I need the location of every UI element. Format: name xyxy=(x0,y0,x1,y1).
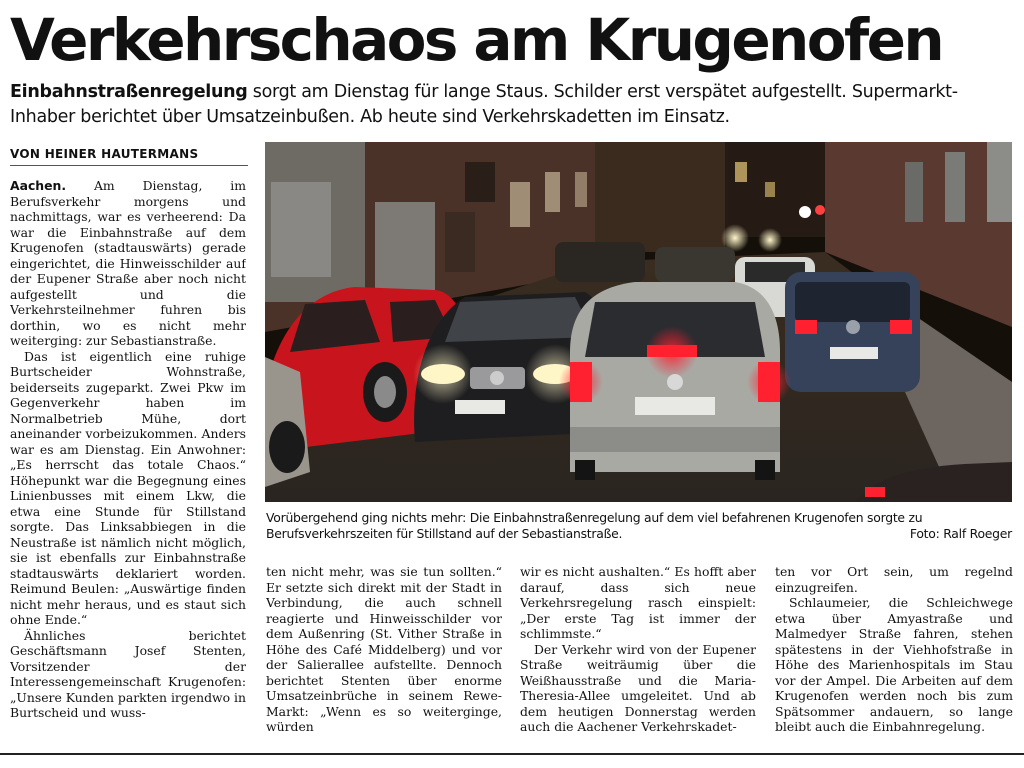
article-column-3-text-b: Der Verkehr wird von der Eupener Straße weiträumig über die Weißhausstraße und die Maria-Theresia-Allee umgeleitet. Und ab dem heutigen Donnerstag werden auch die Aachener Verkehrskadet- xyxy=(520,641,756,734)
article-column-3 xyxy=(520,564,756,748)
byline: VON HEINER HAUTERMANS xyxy=(10,146,248,166)
photo-illustration xyxy=(265,142,1012,502)
article-column-4-text-b: Schlaumeier, die Schleichwege etwa über Amyastraße und Malmedyer Straße fahren, stehen spätestens in der Viehhofstraße in Höhe des Marienhospitals im Stau vor der Ampel. Die Arbeiten auf dem Krugenofen werden noch bis zum Spätsommer andauern, so lange bleibt auch die Einbahnregelung. xyxy=(775,595,1013,734)
photo-credit: Foto: Ralf Roeger xyxy=(909,526,1012,541)
headline: Verkehrschaos am Krugenofen xyxy=(10,6,943,74)
article-paragraph-3: Ähnliches berichtet Geschäftsmann Josef Stenten, Vorsitzender der Interessengemeinschaft Krugenofen: „Unsere Kunden parkten irgendwo in Burtscheid und wuss- xyxy=(10,627,246,720)
subheadline-bold: Einbahnstraßenregelung xyxy=(10,82,248,102)
news-photo-traffic-jam xyxy=(265,142,1012,502)
article-paragraph-2: Das ist eigentlich eine ruhige Burtscheider Wohnstraße, beiderseits zugeparkt. Zwei Pkw im Gegenverkehr haben im Normalbetrieb Mühe, dort aneinander vorbeizukommen. Anders war es am Dienstag. Ein Anwohner: „Es herrscht das totale Chaos.“ Höhepunkt war die Begegnung eines Linienbusses mit einem Lkw, die etwa eine Stunde für Stillstand sorgte. Das Linksabbiegen in die Neustraße ist nämlich nicht möglich, sie ist ebenfalls zur Einbahnstraße stadtauswärts deklariert worden. Reimund Beulen: „Auswärtige finden nicht mehr heraus, und es staut sich ohne Ende.“ xyxy=(10,348,246,627)
bottom-rule xyxy=(0,753,1024,755)
article-column-4-text-a: ten vor Ort sein, um regelnd einzugreifen. xyxy=(775,564,1013,595)
article-column-1 xyxy=(10,178,246,748)
article-paragraph-1-text: Am Dienstag, im Berufsverkehr morgens und nachmittags, war es verheerend: Da war die Einbahnstraße auf dem Krugenofen (stadtauswärts) gerade eingerichtet, die Hinweisschilder auf der Eupener Straße aber noch nicht aufgestellt und die Verkehrsteilnehmer fuhren bis dorthin, wo es nicht mehr weiterging: zur Sebastianstraße. xyxy=(10,178,246,348)
subheadline-text: sorgt am Dienstag für lange Staus. Schilder erst verspätet aufgestellt. Supermarkt-Inhaber berichtet über Umsatzeinbußen. Ab heute sind Verkehrskadetten im Einsatz. xyxy=(10,82,958,127)
article-column-4 xyxy=(775,564,1013,748)
subheadline xyxy=(10,80,1010,130)
article-column-2 xyxy=(266,564,502,748)
caption-text: Vorübergehend ging nichts mehr: Die Einbahnstraßenregelung auf dem viel befahrenen Krugenofen sorgte zu Berufsverkehrszeiten für Stillstand auf der Sebastianstraße. xyxy=(266,510,923,541)
dateline-city: Aachen. xyxy=(10,178,67,193)
article-column-2-text: ten nicht mehr, was sie tun sollten.“ Er setzte sich direkt mit der Stadt in Verbindung, die auch schnell reagierte und Hinweisschilder vor dem Außenring (St. Vither Straße in Höhe des Café Middelberg) und vor der Salierallee aufstellte. Dennoch berichtet Stenten über enorme Umsatzeinbrüche in seinem Rewe-Markt: „Wenn es so weiterginge, würden xyxy=(266,564,502,734)
article-paragraph-1 xyxy=(10,178,246,349)
photo-caption xyxy=(266,510,1012,542)
article-column-3-text-a: wir es nicht aushalten.“ Es hofft aber darauf, dass sich neue Verkehrsregelung rasch einspielt: „Der erste Tag ist immer der schlimmste.“ xyxy=(520,564,756,641)
